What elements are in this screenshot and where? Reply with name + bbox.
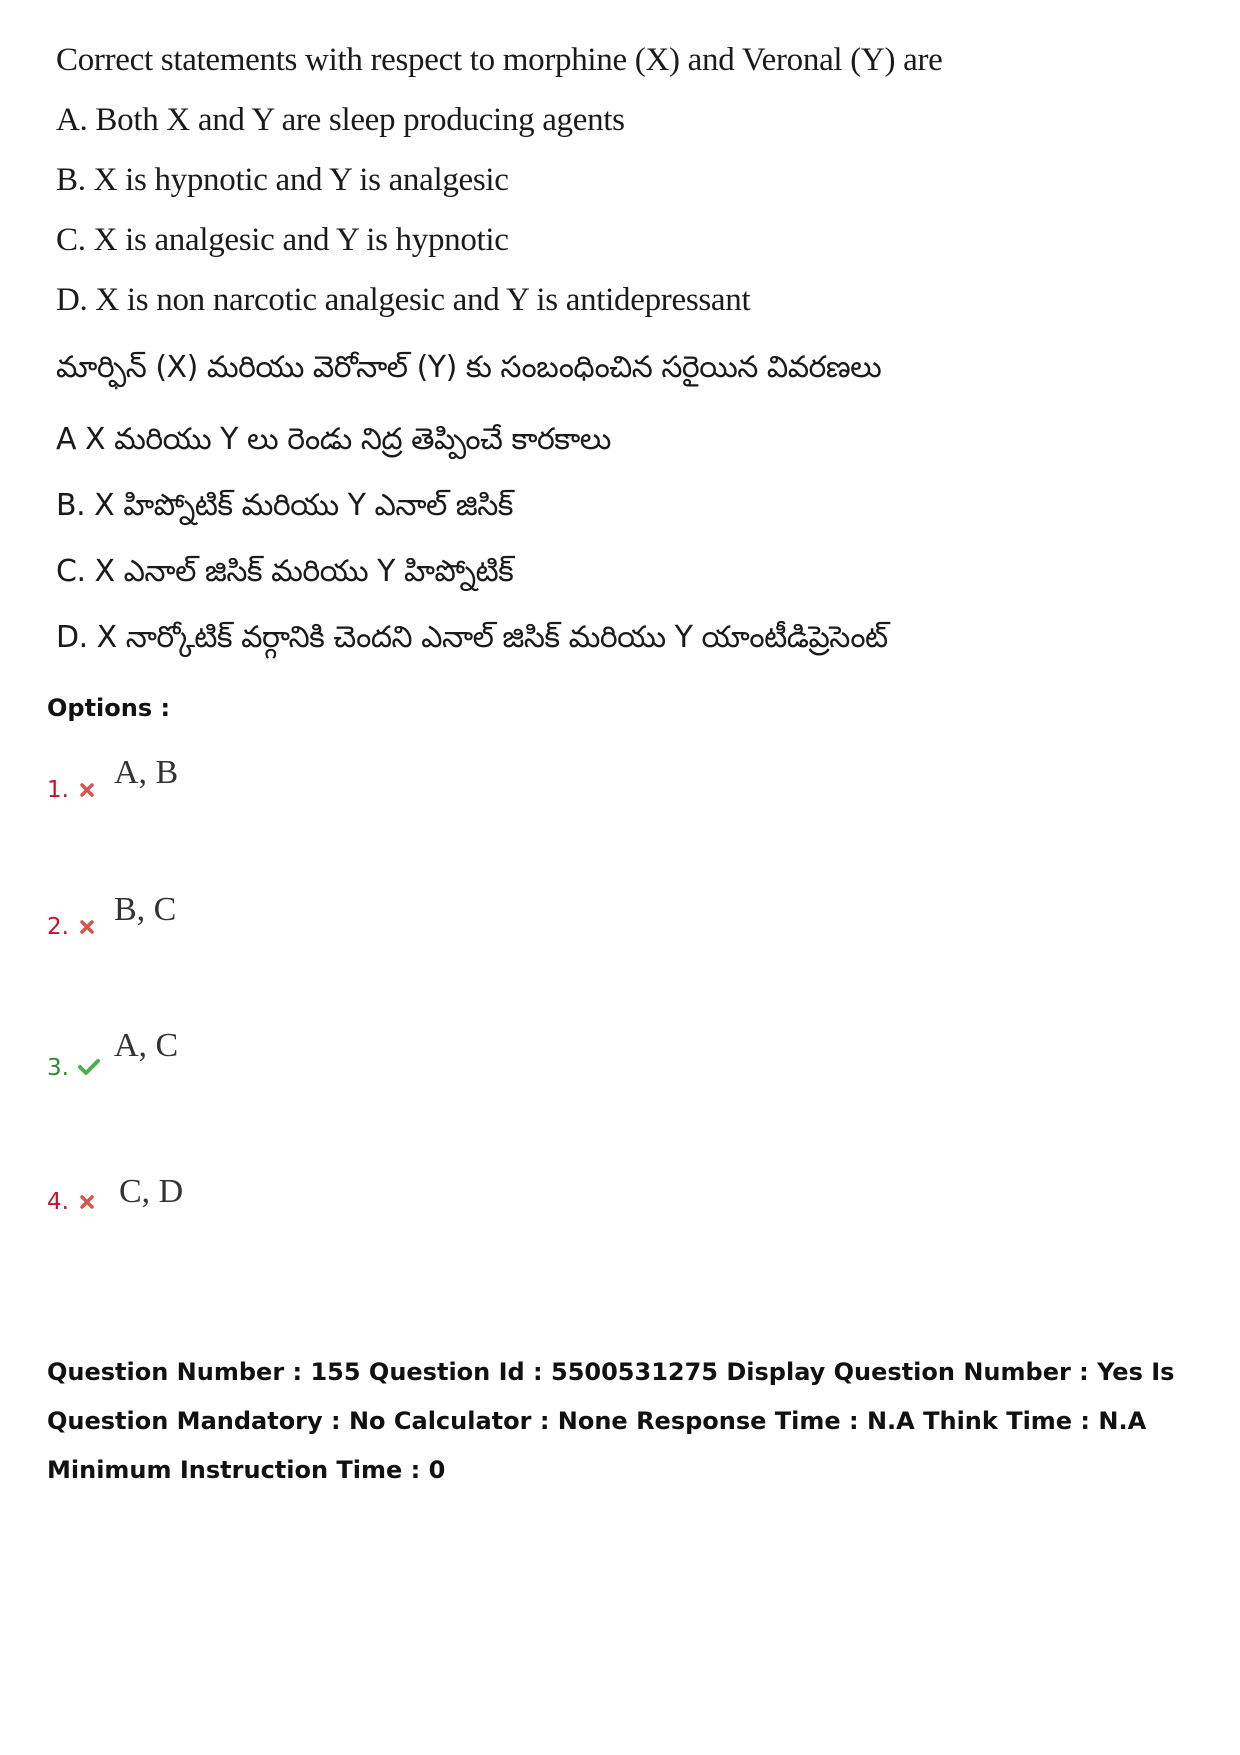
statement-c-telugu: C. X ఎనాల్ జిసిక్ మరియు Y హిప్నోటిక్ <box>56 554 514 589</box>
cross-icon <box>80 783 94 797</box>
option-4-text[interactable]: C, D <box>119 1173 184 1210</box>
option-2-text[interactable]: B, C <box>114 891 177 928</box>
statement-d-telugu: D. X నార్కోటిక్ వర్గానికి చెందని ఎనాల్ జిసిక్ మరియు Y యాంటీడిప్రెసెంట్ <box>56 620 888 655</box>
question-metadata: Question Number : 155 Question Id : 5500531275 Display Question Number : Yes Is Question Mandatory : No Calculator : None Response Time : N.A Think Time : N.A Minimum Instruction Time : 0 <box>47 1358 1175 1484</box>
option-3-text[interactable]: A, C <box>114 1027 179 1064</box>
statement-b-telugu: B. X హిప్నోటిక్ మరియు Y ఎనాల్ జిసిక్ <box>56 488 513 523</box>
check-icon <box>78 1058 100 1076</box>
option-2-number: 2. <box>47 914 69 940</box>
option-1-number: 1. <box>47 777 69 803</box>
option-1-text[interactable]: A, B <box>114 754 179 791</box>
option-4-number: 4. <box>47 1189 69 1215</box>
statement-b-english: B. X is hypnotic and Y is analgesic <box>56 162 509 198</box>
question-stem-english: Correct statements with respect to morphine (X) and Veronal (Y) are <box>56 42 943 78</box>
option-3-number: 3. <box>47 1055 69 1081</box>
statement-c-english: C. X is analgesic and Y is hypnotic <box>56 222 509 258</box>
statement-a-english: A. Both X and Y are sleep producing agents <box>56 102 625 138</box>
statement-d-english: D. X is non narcotic analgesic and Y is antidepressant <box>56 282 751 318</box>
cross-icon <box>80 920 94 934</box>
statement-a-telugu: A X మరియు Y లు రెండు నిద్ర తెప్పించే కారకాలు <box>56 422 611 457</box>
options-heading: Options : <box>47 694 171 722</box>
cross-icon <box>80 1195 94 1209</box>
question-stem-telugu: మార్ఫిన్ (X) మరియు వెరోనాల్ (Y) కు సంబంధించిన సరైయిన వివరణలు <box>56 350 882 385</box>
